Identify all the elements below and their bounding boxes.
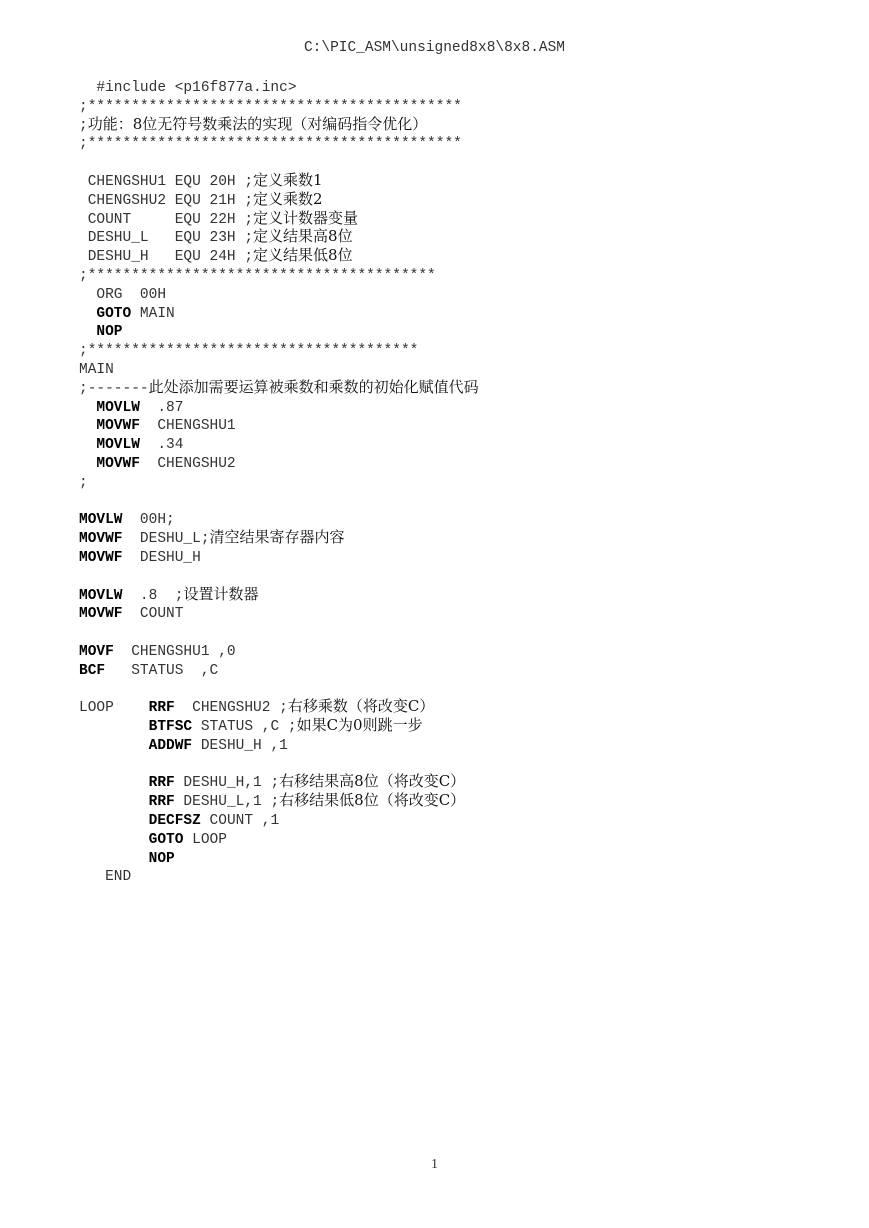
code-keyword: DECFSZ [148, 813, 201, 830]
code-indent [79, 456, 96, 472]
code-indent [79, 418, 96, 434]
code-operands: #include <p16f877a.inc> [96, 80, 297, 96]
code-keyword: RRF [148, 794, 175, 811]
code-line [79, 697, 479, 716]
code-operands: END [105, 869, 132, 886]
code-comment: 定义结果高8位 [253, 227, 353, 246]
code-indent [79, 230, 88, 246]
code-keyword: RRF [148, 775, 175, 792]
code-keyword: NOP [96, 324, 123, 341]
code-line [79, 509, 479, 528]
code-line [79, 378, 479, 397]
code-comment: 此处添加需要运算被乘数和乘数的初始化赋值代码 [148, 377, 479, 396]
code-keyword: MOVWF [79, 549, 123, 566]
code-operands: STATUS ,C ; [192, 719, 297, 736]
code-comment: 如果C为0则跳一步 [296, 716, 423, 735]
code-line [79, 791, 479, 810]
code-operands: DESHU_H EQU 24H ; [87, 249, 254, 266]
code-line [79, 472, 479, 491]
code-operands: COUNT EQU 22H ; [87, 211, 254, 228]
code-line [79, 641, 479, 660]
code-comment: 清空结果寄存器内容 [209, 528, 345, 547]
code-line [79, 96, 479, 115]
code-keyword: MOVWF [79, 606, 123, 623]
code-indent [79, 80, 96, 96]
code-operands: CHENGSHU2 [139, 455, 236, 472]
code-operands: .8 ; [122, 587, 184, 604]
code-comment: 右移结果低8位（将改变C） [279, 791, 466, 810]
code-line [79, 397, 479, 416]
code-line [79, 660, 479, 679]
code-operands: DESHU_H ,1 [192, 737, 288, 754]
code-operands: ;------- [79, 380, 149, 397]
code-indent [79, 813, 149, 829]
code-line [79, 866, 479, 885]
code-keyword: ADDWF [148, 737, 193, 754]
code-line [79, 772, 479, 791]
code-comment: 定义计数器变量 [253, 208, 359, 227]
code-indent [79, 174, 88, 190]
code-operands: ;**************************************** [79, 267, 436, 284]
code-comment: 右移乘数（将改变C） [287, 697, 435, 716]
code-keyword: MOVLW [96, 437, 140, 454]
code-indent: LOOP [79, 700, 149, 717]
code-operands: MAIN [131, 305, 175, 322]
code-operands: CHENGSHU1 ,0 [113, 643, 236, 660]
code-indent [79, 719, 149, 735]
code-operands: DESHU_L,1 ; [174, 794, 280, 811]
code-keyword: MOVWF [79, 531, 123, 548]
code-listing [79, 77, 479, 885]
code-operands: 00H; [122, 512, 175, 529]
code-comment: 右移结果高8位（将改变C） [279, 772, 466, 791]
code-indent [79, 287, 96, 303]
code-keyword: GOTO [96, 305, 132, 322]
code-indent [79, 306, 96, 322]
code-line [79, 265, 479, 284]
code-operands: DESHU_H,1 ; [174, 775, 280, 792]
code-comment: 设置计数器 [183, 584, 259, 603]
code-line [79, 415, 479, 434]
code-indent [79, 400, 96, 416]
code-comment: 定义乘数2 [253, 189, 323, 208]
code-indent [79, 851, 149, 867]
code-line [79, 566, 479, 585]
code-line [79, 77, 479, 96]
code-indent [79, 437, 96, 453]
code-line [79, 284, 479, 303]
code-line [79, 491, 479, 510]
code-line [79, 810, 479, 829]
code-line [79, 735, 479, 754]
code-indent [79, 832, 149, 848]
code-keyword: MOVWF [96, 455, 140, 472]
code-indent [79, 324, 96, 340]
code-comment: 定义乘数1 [253, 170, 323, 189]
code-indent [79, 869, 105, 885]
code-line [79, 209, 479, 228]
code-line [79, 340, 479, 359]
code-keyword: NOP [148, 850, 175, 867]
code-keyword: MOVLW [79, 512, 123, 529]
code-operands: ;************************************** [79, 343, 419, 360]
code-line [79, 679, 479, 698]
code-indent [79, 193, 88, 209]
code-keyword: MOVWF [96, 418, 140, 435]
code-line [79, 528, 479, 547]
code-line [79, 547, 479, 566]
code-keyword: RRF [148, 700, 175, 717]
code-indent [79, 212, 88, 228]
code-operands: ;******************************************* [79, 98, 462, 115]
code-operands: ; [79, 474, 88, 491]
code-operands: LOOP [183, 831, 227, 848]
code-comment: 功能：8位无符号数乘法的实现（对编码指令优化） [87, 114, 428, 133]
code-line [79, 303, 479, 322]
code-keyword: BCF [79, 662, 106, 679]
code-line [79, 152, 479, 171]
code-keyword: MOVLW [96, 399, 140, 416]
code-line [79, 434, 479, 453]
code-line [79, 829, 479, 848]
code-operands: ;******************************************* [79, 136, 462, 153]
code-indent [79, 794, 149, 810]
code-operands: COUNT [122, 606, 184, 623]
code-line [79, 622, 479, 641]
code-operands: STATUS ,C [105, 662, 219, 679]
code-indent [79, 249, 88, 265]
code-operands: CHENGSHU1 EQU 20H ; [87, 173, 254, 190]
code-line [79, 227, 479, 246]
code-keyword: GOTO [148, 831, 184, 848]
code-operands: CHENGSHU2 ; [174, 700, 288, 717]
code-operands: DESHU_L; [122, 531, 210, 548]
code-keyword: BTFSC [148, 719, 193, 736]
code-indent [79, 738, 149, 754]
code-line [79, 754, 479, 773]
code-comment: 定义结果低8位 [253, 246, 353, 265]
code-operands: DESHU_H [122, 549, 201, 566]
page-number: 1 [431, 1157, 438, 1172]
code-keyword: MOVF [79, 643, 114, 660]
code-line [79, 171, 479, 190]
code-operands: COUNT ,1 [200, 813, 280, 830]
code-indent [79, 775, 149, 791]
code-operands: .87 [139, 399, 184, 416]
code-operands: .34 [139, 437, 184, 454]
code-operands: DESHU_L EQU 23H ; [87, 230, 254, 247]
file-path-header: C:\PIC_ASM\unsigned8x8\8x8.ASM [303, 40, 566, 56]
code-keyword: MOVLW [79, 587, 123, 604]
code-line [79, 453, 479, 472]
code-line [79, 321, 479, 340]
code-line [79, 359, 479, 378]
code-operands: MAIN [79, 361, 114, 378]
code-line [79, 115, 479, 134]
code-line [79, 603, 479, 622]
code-line [79, 133, 479, 152]
code-operands: ORG 00H [96, 286, 167, 303]
code-line [79, 716, 479, 735]
code-operands: ; [79, 117, 88, 134]
code-line [79, 246, 479, 265]
code-line [79, 848, 479, 867]
code-line [79, 585, 479, 604]
code-line [79, 190, 479, 209]
code-operands: CHENGSHU2 EQU 21H ; [87, 192, 254, 209]
code-operands: CHENGSHU1 [139, 418, 236, 435]
